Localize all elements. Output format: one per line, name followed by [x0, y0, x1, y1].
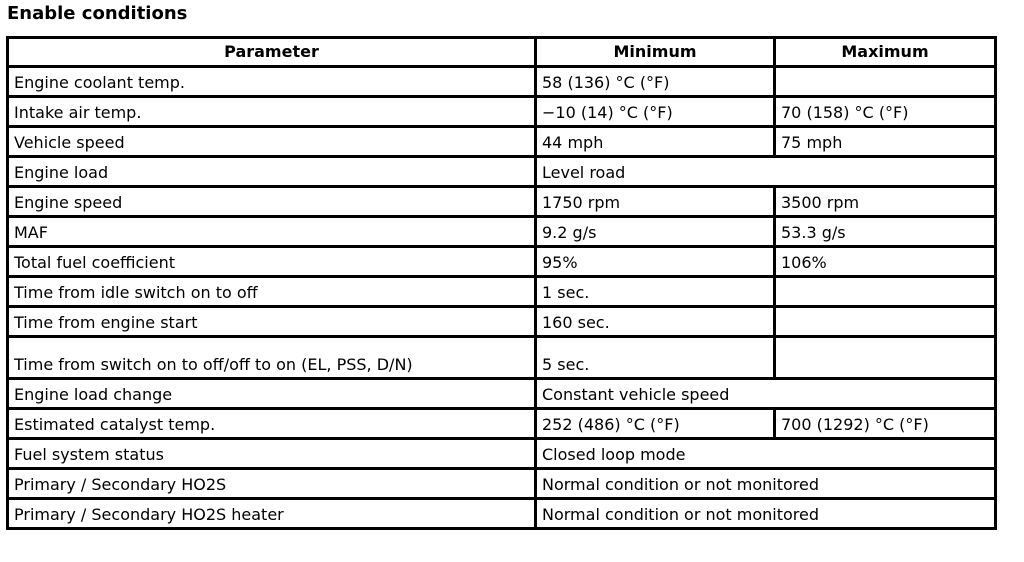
- parameter-cell: Fuel system status: [8, 439, 536, 469]
- table-row: [8, 469, 996, 499]
- maximum-cell: 70 (158) °C (°F): [775, 97, 996, 127]
- condition-cell: Constant vehicle speed: [536, 379, 996, 409]
- table-row: [8, 127, 996, 157]
- minimum-cell: 160 sec.: [536, 307, 775, 337]
- table-row: [8, 217, 996, 247]
- header-parameter: Parameter: [8, 38, 536, 67]
- parameter-cell: Engine coolant temp.: [8, 67, 536, 97]
- table-header-row: [8, 38, 996, 67]
- parameter-cell: Time from idle switch on to off: [8, 277, 536, 307]
- parameter-cell: Primary / Secondary HO2S: [8, 469, 536, 499]
- parameter-cell: Primary / Secondary HO2S heater: [8, 499, 536, 529]
- table-row: [8, 409, 996, 439]
- minimum-cell: 9.2 g/s: [536, 217, 775, 247]
- maximum-cell: 3500 rpm: [775, 187, 996, 217]
- minimum-cell: 252 (486) °C (°F): [536, 409, 775, 439]
- minimum-cell: −10 (14) °C (°F): [536, 97, 775, 127]
- table-row: [8, 247, 996, 277]
- maximum-cell: 106%: [775, 247, 996, 277]
- maximum-cell: 75 mph: [775, 127, 996, 157]
- maximum-cell: [775, 67, 996, 97]
- enable-conditions-table: [6, 36, 997, 530]
- table-row: [8, 277, 996, 307]
- parameter-cell: Time from switch on to off/off to on (EL, PSS, D/N): [8, 337, 536, 379]
- table-row: [8, 187, 996, 217]
- table-row: [8, 307, 996, 337]
- parameter-cell: Vehicle speed: [8, 127, 536, 157]
- minimum-cell: 1750 rpm: [536, 187, 775, 217]
- condition-cell: Level road: [536, 157, 996, 187]
- minimum-cell: 44 mph: [536, 127, 775, 157]
- parameter-cell: Intake air temp.: [8, 97, 536, 127]
- table-row: [8, 379, 996, 409]
- condition-cell: Normal condition or not monitored: [536, 499, 996, 529]
- table-row: [8, 499, 996, 529]
- header-maximum: Maximum: [775, 38, 996, 67]
- parameter-cell: Engine load: [8, 157, 536, 187]
- maximum-cell: 53.3 g/s: [775, 217, 996, 247]
- table-row: [8, 67, 996, 97]
- minimum-cell: 58 (136) °C (°F): [536, 67, 775, 97]
- parameter-cell: Estimated catalyst temp.: [8, 409, 536, 439]
- condition-cell: Closed loop mode: [536, 439, 996, 469]
- maximum-cell: [775, 337, 996, 379]
- maximum-cell: [775, 277, 996, 307]
- parameter-cell: Engine load change: [8, 379, 536, 409]
- parameter-cell: Time from engine start: [8, 307, 536, 337]
- table-row: [8, 337, 996, 379]
- parameter-cell: Engine speed: [8, 187, 536, 217]
- parameter-cell: Total fuel coefficient: [8, 247, 536, 277]
- table-row: [8, 157, 996, 187]
- table-row: [8, 439, 996, 469]
- header-minimum: Minimum: [536, 38, 775, 67]
- parameter-cell: MAF: [8, 217, 536, 247]
- maximum-cell: 700 (1292) °C (°F): [775, 409, 996, 439]
- minimum-cell: 1 sec.: [536, 277, 775, 307]
- minimum-cell: 95%: [536, 247, 775, 277]
- condition-cell: Normal condition or not monitored: [536, 469, 996, 499]
- page-title: Enable conditions: [7, 3, 188, 24]
- table-row: [8, 97, 996, 127]
- minimum-cell: 5 sec.: [536, 337, 775, 379]
- maximum-cell: [775, 307, 996, 337]
